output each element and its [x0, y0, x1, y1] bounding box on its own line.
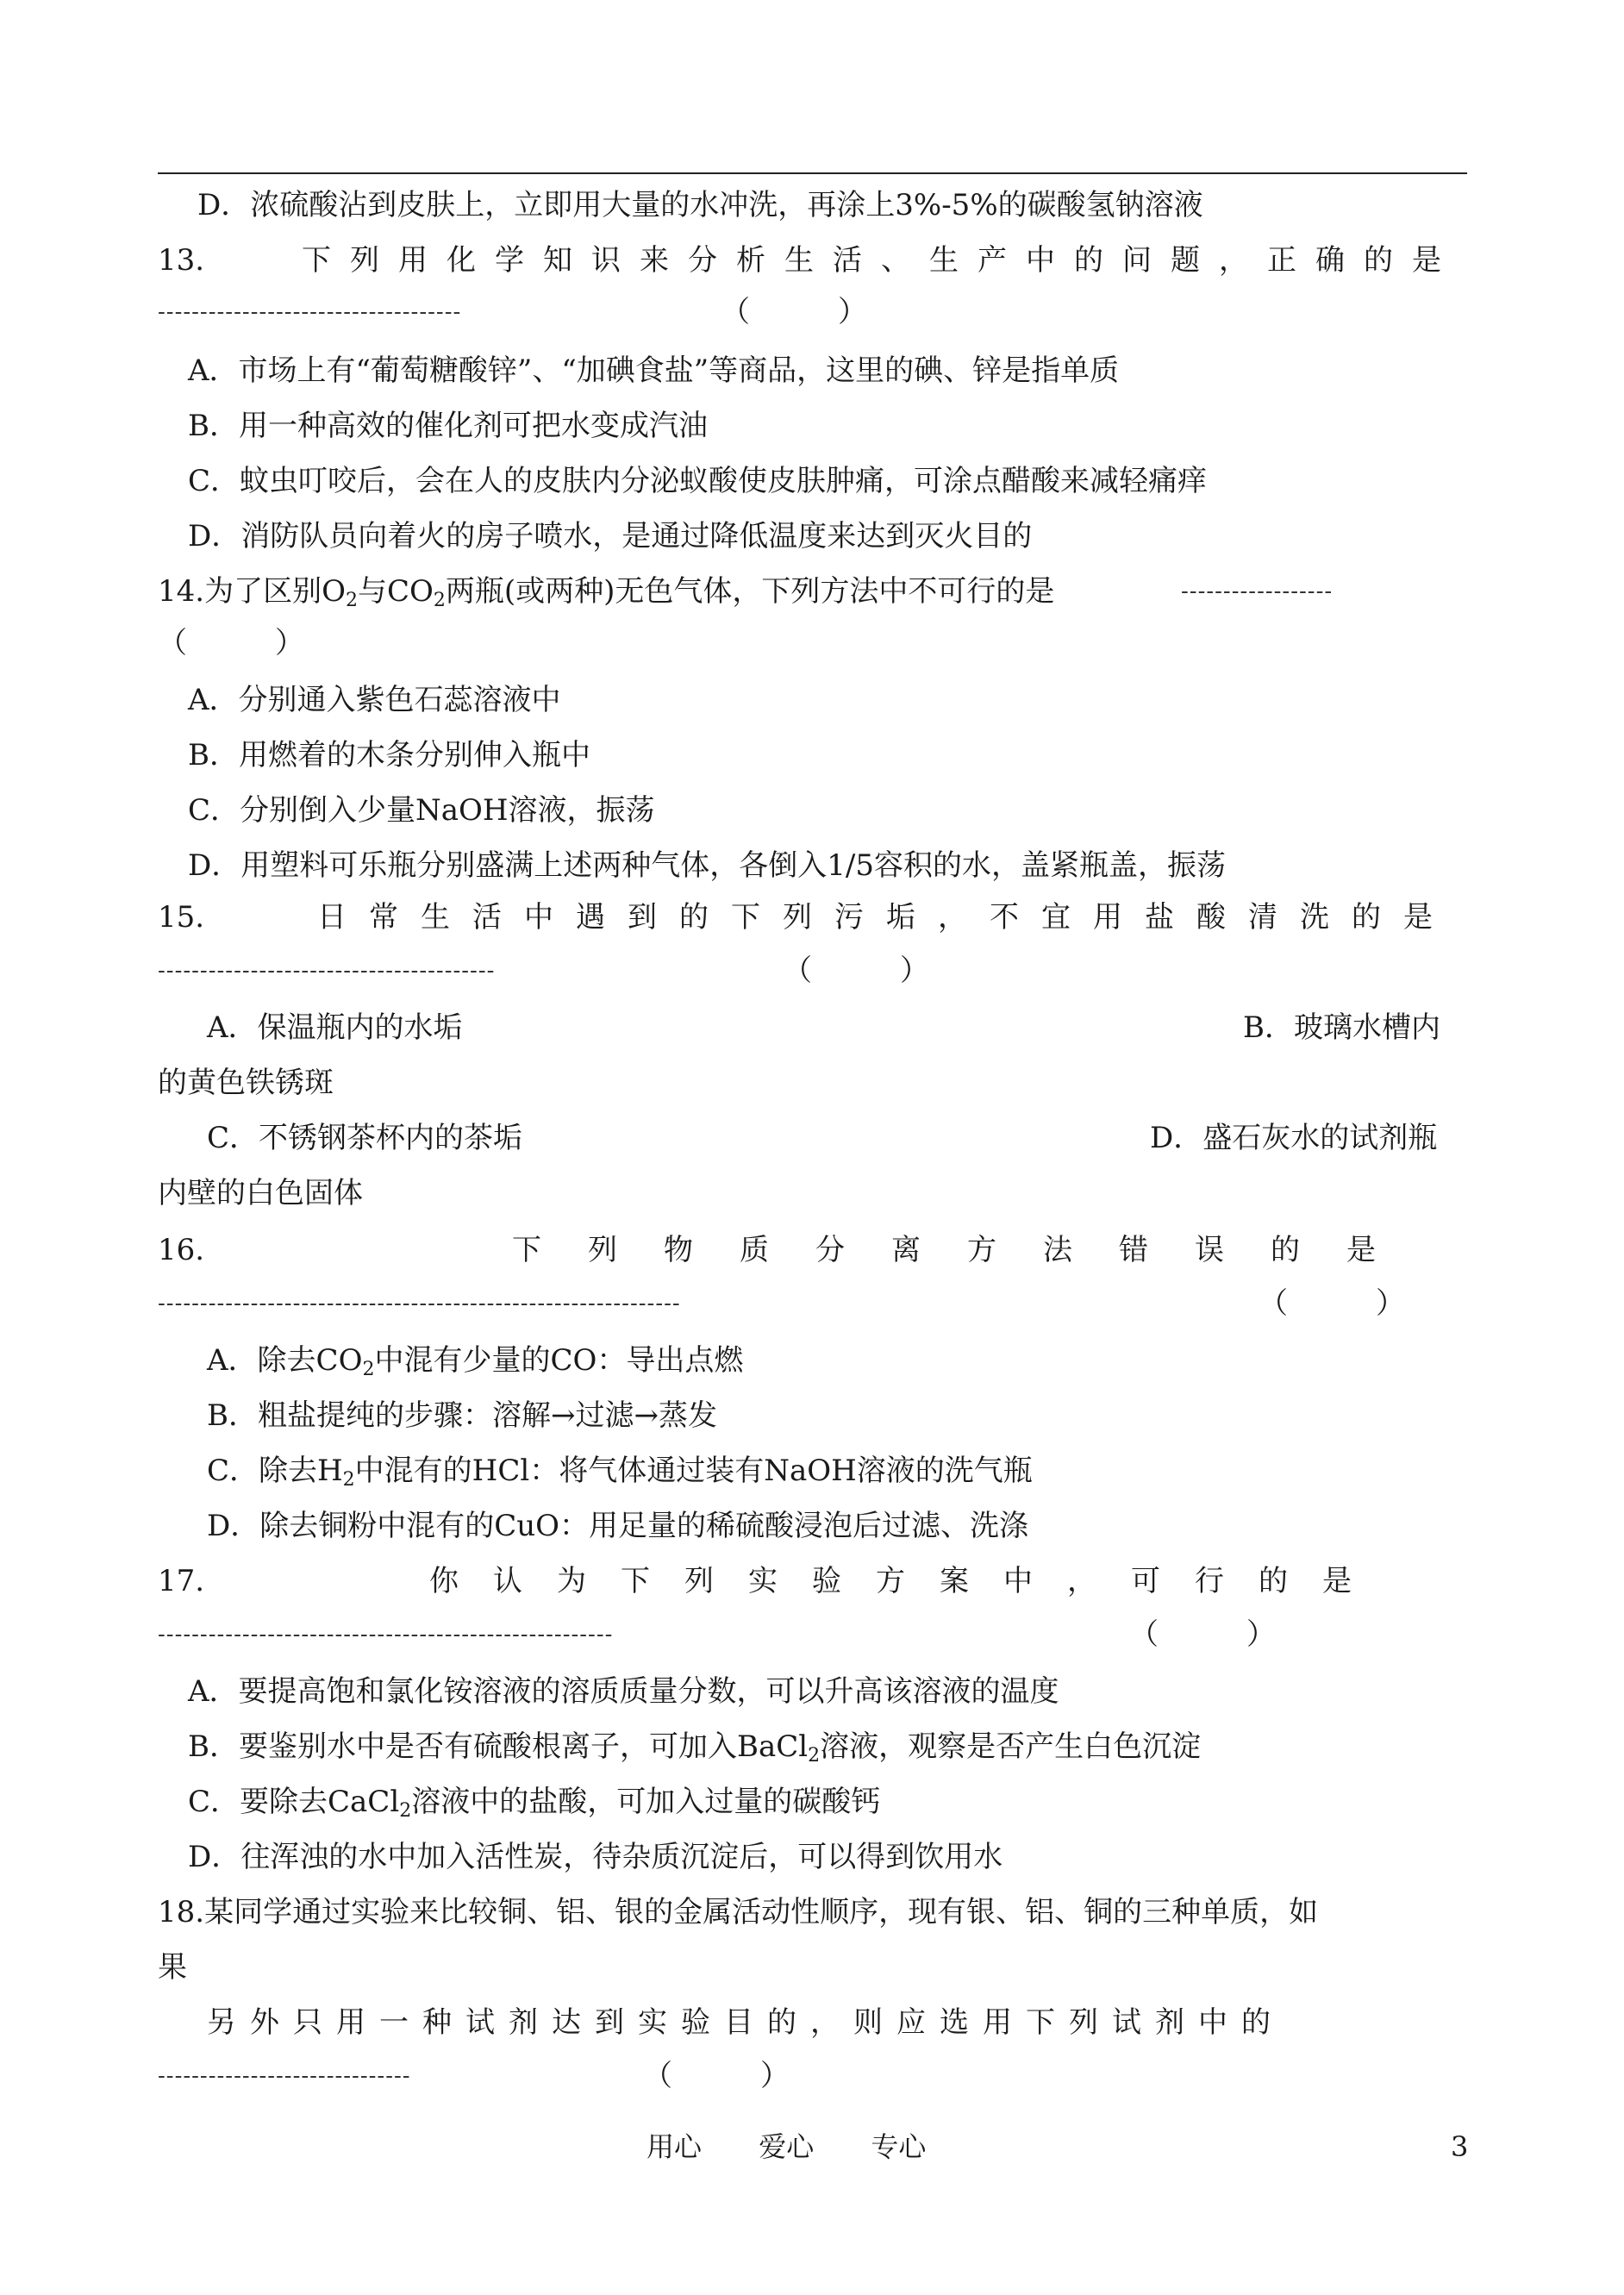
q16-option-b: B．粗盐提纯的步骤：溶解→过滤→蒸发 — [207, 1398, 717, 1433]
q17-option-c-post: 溶液中的盐酸，可加入过量的碳酸钙 — [411, 1785, 881, 1819]
footer-slogan — [646, 2129, 974, 2164]
q17-number: 17. — [158, 1564, 205, 1598]
q16-option-a — [207, 1341, 743, 1379]
q14-stem — [158, 572, 1054, 610]
q16-stem-text: 下列物质分离方法错误的是 — [512, 1233, 1422, 1267]
q15-answer-paren: （ ） — [783, 954, 929, 988]
q14-sub-o2: 2 — [345, 590, 358, 611]
q15-dash-leader: ---------------------------------------- — [158, 958, 496, 984]
q16-number: 16. — [158, 1233, 205, 1267]
q16-option-d: D．除去铜粉中混有的CuO：用足量的稀硫酸浸泡后过滤、洗涤 — [207, 1509, 1029, 1543]
q13-option-c: C．蚊虫叮咬后，会在人的皮肤内分泌蚁酸使皮肤肿痛，可涂点醋酸来减轻痛痒 — [188, 464, 1208, 498]
q16-option-a-post: 中混有少量的CO：导出点燃 — [374, 1343, 744, 1378]
q16-sub-h2: 2 — [342, 1469, 355, 1491]
q17-answer-paren: （ ） — [1129, 1617, 1276, 1652]
q16-option-c — [207, 1452, 1033, 1490]
q16-answer-paren: （ ） — [1259, 1286, 1405, 1321]
q18-dash-leader: ------------------------------ — [158, 2063, 411, 2089]
q13-option-d: D．消防队员向着火的房子喷水，是通过降低温度来达到灭火目的 — [188, 519, 1033, 553]
q16-option-c-post: 中混有的HCl：将气体通过装有NaOH溶液的洗气瓶 — [354, 1454, 1033, 1488]
q16-option-c-pre: C．除去H — [207, 1454, 343, 1488]
q14-stem-pre: 14.为了区别O — [158, 574, 346, 609]
q17-stem-text: 你认为下列实验方案中，可行的是 — [429, 1564, 1386, 1598]
q15-stem-text: 日常生活中遇到的下列污垢，不宜用盐酸清洗的是 — [317, 900, 1455, 935]
q14-dash-leader: ------------------ — [1181, 578, 1334, 604]
q13-answer-paren: （ ） — [721, 295, 867, 329]
q16-sub-co2: 2 — [362, 1359, 375, 1380]
q17-option-c — [188, 1783, 880, 1821]
q18-stem-line2: 果 — [158, 1950, 187, 1985]
q17-option-b-post: 溶液，观察是否产生白色沉淀 — [820, 1729, 1202, 1764]
page-number: 3 — [1451, 2130, 1469, 2163]
q14-option-d: D．用塑料可乐瓶分别盛满上述两种气体，各倒入1/5容积的水，盖紧瓶盖，振荡 — [188, 848, 1226, 883]
footer-slogan-1: 用心 — [646, 2130, 703, 2163]
q15-option-c: C．不锈钢茶杯内的茶垢 — [207, 1121, 523, 1155]
q15-option-b-cont: 的黄色铁锈斑 — [158, 1066, 334, 1100]
footer-slogan-3: 专心 — [871, 2130, 927, 2163]
q14-answer-paren: （ ） — [158, 626, 304, 660]
q15-option-d: D．盛石灰水的试剂瓶 — [1150, 1121, 1438, 1155]
q12-option-d: D．浓硫酸沾到皮肤上，立即用大量的水冲洗，再涂上3%-5%的碳酸氢钠溶液 — [197, 188, 1203, 222]
q17-option-d: D．往浑浊的水中加入活性炭，待杂质沉淀后，可以得到饮用水 — [188, 1840, 1003, 1874]
q13-stem-text: 下列用化学知识来分析生活、生产中的问题，正确的是 — [302, 243, 1460, 278]
q14-option-a: A．分别通入紫色石蕊溶液中 — [188, 683, 561, 717]
q17-dash-leader: ------------------------------------------------------ — [158, 1622, 614, 1648]
header-rule — [158, 172, 1467, 174]
q13-option-a: A．市场上有“葡萄糖酸锌”、“加碘食盐”等商品，这里的碘、锌是指单质 — [188, 353, 1120, 388]
q13-stem — [302, 241, 1467, 279]
q17-sub-bacl2: 2 — [808, 1745, 821, 1767]
q17-option-a: A．要提高饱和氯化铵溶液的溶质质量分数，可以升高该溶液的温度 — [188, 1674, 1059, 1709]
q18-stem-text: 另外只用一种试剂达到实验目的，则应选用下列试剂中的 — [207, 2005, 1284, 2040]
footer-slogan-2: 爱心 — [759, 2130, 815, 2163]
q17-stem — [429, 1562, 1467, 1600]
q13-dash-leader: ------------------------------------ — [158, 299, 462, 325]
q18-stem-line1: 18.某同学通过实验来比较铜、铝、银的金属活动性顺序，现有银、铝、铜的三种单质，如 — [158, 1895, 1319, 1929]
q16-dash-leader: -------------------------------------------------------------- — [158, 1291, 681, 1316]
q18-answer-paren: （ ） — [643, 2059, 790, 2093]
q15-number: 15. — [158, 900, 205, 935]
q15-option-d-cont: 内壁的白色固体 — [158, 1176, 363, 1210]
q15-option-b: B．玻璃水槽内 — [1243, 1010, 1440, 1045]
q14-option-c: C．分别倒入少量NaOH溶液，振荡 — [188, 793, 655, 828]
q14-stem-post: 两瓶(或两种)无色气体，下列方法中不可行的是 — [445, 574, 1055, 609]
q16-option-a-pre: A．除去CO — [207, 1343, 363, 1378]
q14-option-b: B．用燃着的木条分别伸入瓶中 — [188, 738, 590, 772]
q14-sub-co2: 2 — [433, 590, 446, 611]
q14-stem-mid: 与CO — [357, 574, 434, 609]
q16-stem — [512, 1231, 1467, 1269]
q13-option-b: B．用一种高效的催化剂可把水变成汽油 — [188, 409, 708, 443]
q17-sub-cacl2: 2 — [399, 1800, 412, 1822]
q17-option-b — [188, 1728, 1201, 1766]
q15-stem — [317, 898, 1467, 936]
q17-option-c-pre: C．要除去CaCl — [188, 1785, 400, 1819]
q13-number: 13. — [158, 243, 205, 278]
q17-option-b-pre: B．要鉴别水中是否有硫酸根离子，可加入BaCl — [188, 1729, 809, 1764]
q18-stem-line3 — [207, 2004, 1467, 2042]
q15-option-a: A．保温瓶内的水垢 — [207, 1010, 463, 1045]
